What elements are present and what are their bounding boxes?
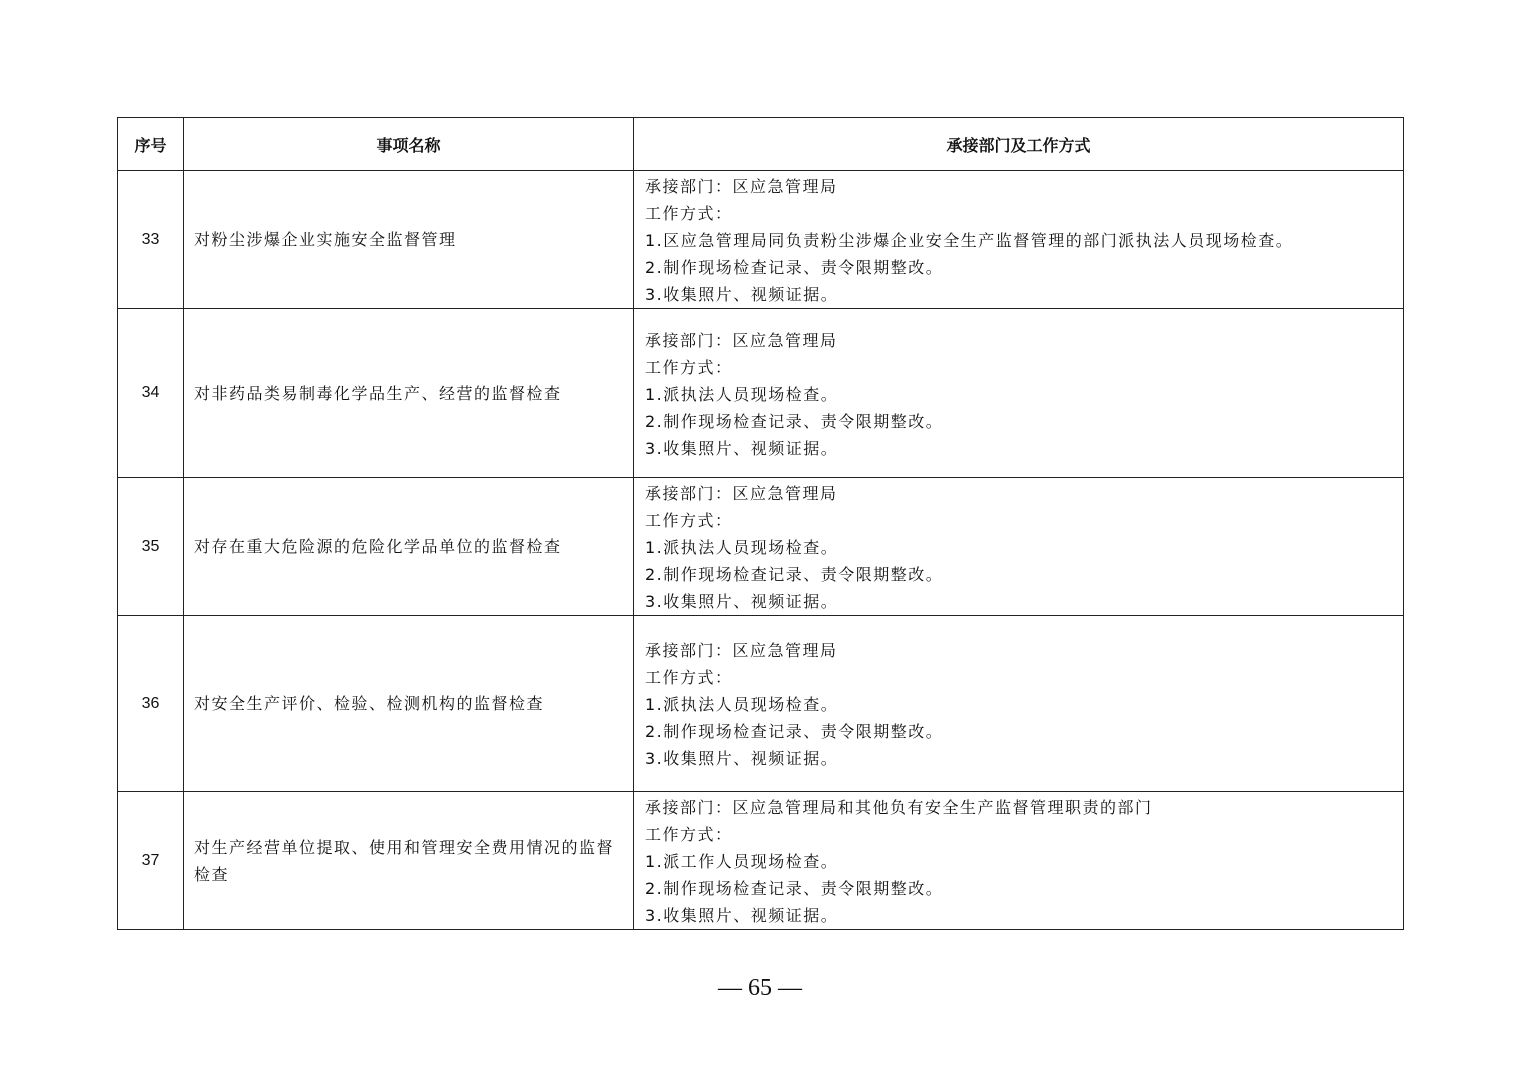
row-serial-number: 34: [118, 309, 184, 478]
table-header-row: [118, 118, 1404, 171]
header-department-and-method: 承接部门及工作方式: [634, 118, 1404, 171]
detail-line: 3.收集照片、视频证据。: [645, 749, 839, 768]
detail-line: 2.制作现场检查记录、责令限期整改。: [645, 879, 944, 898]
detail-line: 工作方式：: [645, 825, 733, 844]
row-department-and-method: [634, 171, 1404, 309]
row-department-and-method: [634, 792, 1404, 930]
detail-line: 3.收集照片、视频证据。: [645, 438, 839, 458]
detail-line: 工作方式：: [645, 668, 733, 687]
table-row: [118, 309, 1404, 478]
row-serial-number: 37: [118, 792, 184, 930]
detail-line: 承接部门：区应急管理局: [645, 484, 838, 503]
row-department-and-method: [634, 478, 1404, 616]
detail-line: 3.收集照片、视频证据。: [645, 906, 839, 925]
row-serial-number: 35: [118, 478, 184, 616]
detail-line: 2.制作现场检查记录、责令限期整改。: [645, 565, 944, 584]
detail-line: 承接部门：区应急管理局: [645, 641, 838, 660]
detail-line: 3.收集照片、视频证据。: [645, 592, 839, 611]
detail-line: 1.派工作人员现场检查。: [645, 852, 839, 871]
table-body: [118, 171, 1404, 930]
row-matter-name: 对安全生产评价、检验、检测机构的监督检查: [184, 616, 634, 792]
detail-line: 1.区应急管理局同负责粉尘涉爆企业安全生产监督管理的部门派执法人员现场检查。: [645, 231, 1294, 250]
row-serial-number: 36: [118, 616, 184, 792]
row-matter-name: 对粉尘涉爆企业实施安全监督管理: [184, 171, 634, 309]
table-row: [118, 616, 1404, 792]
detail-line: 2.制作现场检查记录、责令限期整改。: [645, 411, 944, 431]
header-serial-number: 序号: [118, 118, 184, 171]
detail-line: 1.派执法人员现场检查。: [645, 384, 839, 404]
table-row: [118, 171, 1404, 309]
table-row: [118, 478, 1404, 616]
header-matter-name: 事项名称: [184, 118, 634, 171]
detail-line: 1.派执法人员现场检查。: [645, 538, 839, 557]
detail-line: 2.制作现场检查记录、责令限期整改。: [645, 258, 944, 277]
table-row: [118, 792, 1404, 930]
row-department-and-method: [634, 616, 1404, 792]
detail-line: 1.派执法人员现场检查。: [645, 695, 839, 714]
detail-line: 承接部门：区应急管理局: [645, 330, 838, 350]
page-number: — 65 —: [718, 975, 802, 1001]
detail-line: 承接部门：区应急管理局和其他负有安全生产监督管理职责的部门: [645, 798, 1153, 817]
detail-line: 2.制作现场检查记录、责令限期整改。: [645, 722, 944, 741]
detail-line: 承接部门：区应急管理局: [645, 177, 838, 196]
row-department-and-method: [634, 309, 1404, 478]
row-matter-name: 对存在重大危险源的危险化学品单位的监督检查: [184, 478, 634, 616]
row-matter-name: 对非药品类易制毒化学品生产、经营的监督检查: [184, 309, 634, 478]
matters-table: [117, 117, 1404, 930]
detail-line: 3.收集照片、视频证据。: [645, 285, 839, 304]
detail-line: 工作方式：: [645, 511, 733, 530]
row-matter-name: 对生产经营单位提取、使用和管理安全费用情况的监督检查: [184, 792, 634, 930]
detail-line: 工作方式：: [645, 357, 733, 377]
row-serial-number: 33: [118, 171, 184, 309]
detail-line: 工作方式：: [645, 204, 733, 223]
